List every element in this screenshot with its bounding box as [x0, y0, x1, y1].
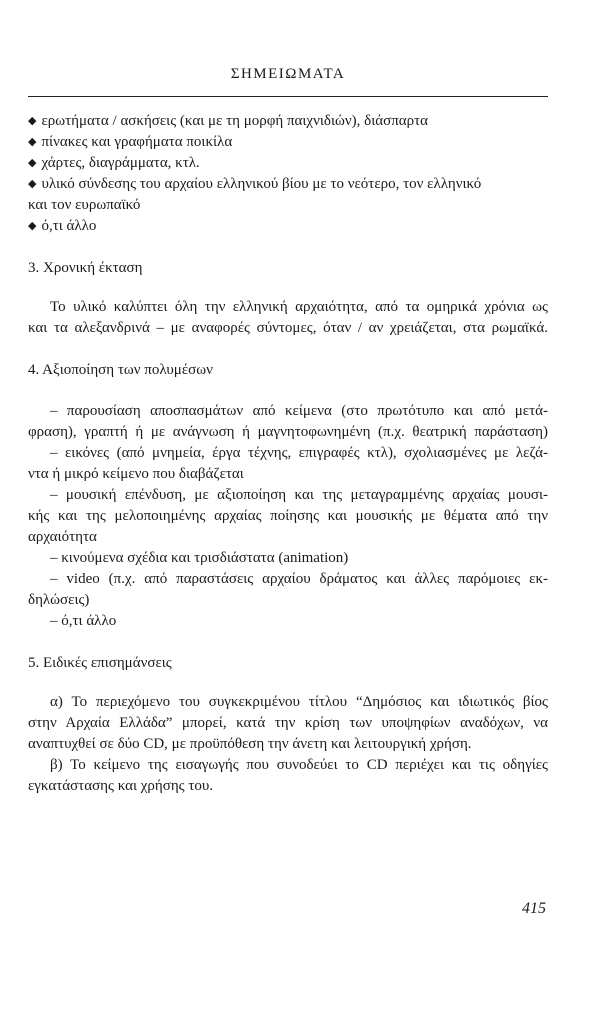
list-item: ◆ πίνακες και γραφήματα ποικίλα — [28, 132, 548, 153]
paragraph-line: φραση), γραπτή ή με ανάγνωση ή μαγνητοφωνημένη (π.χ. θεατρική παράσταση) — [28, 424, 548, 440]
paragraph-line: α) Το περιεχόμενο του συγκεκριμένου τίτλου “Δημόσιος και ιδιωτικός βίος — [50, 694, 548, 710]
diamond-bullet-icon: ◆ — [28, 157, 37, 169]
paragraph-line: κής και της μελοποιημένης αρχαίας ποίησης και μουσικής με θέματα από την — [28, 508, 548, 524]
paragraph-line: – μουσική επένδυση, με αξιοποίηση και της μεταγραμμένης αρχαίας μουσι- — [50, 487, 548, 503]
paragraph-line: – παρουσίαση αποσπασμάτων από κείμενα (στο πρωτότυπο και από μετά- — [50, 403, 548, 419]
paragraph-line: – εικόνες (από μνημεία, έργα τέχνης, επιγραφές κτλ), σχολιασμένες με λεζά- — [50, 445, 548, 461]
diamond-bullet-icon: ◆ — [28, 136, 37, 148]
diamond-bullet-icon: ◆ — [28, 220, 37, 232]
paragraph-line: αρχαιότητα — [28, 529, 97, 545]
header-rule — [28, 96, 548, 97]
list-item: ◆ ό,τι άλλο — [28, 216, 548, 237]
paragraph-line: – ό,τι άλλο — [50, 613, 117, 629]
paragraph-line: – κινούμενα σχέδια και τρισδιάστατα (animation) — [50, 550, 349, 566]
paragraph-line: στην Αρχαία Ελλάδα” μπορεί, κατά την κρίση των υποψηφίων αναδόχων, να — [28, 715, 548, 731]
list-item: ◆ ερωτήματα / ασκήσεις (και με τη μορφή παιχνιδιών), διάσπαρτα — [28, 111, 548, 132]
paragraph-line: – video (π.χ. από παραστάσεις αρχαίου δράματος και άλλες παρόμοιες εκ- — [50, 571, 548, 587]
section-heading: 3. Χρονική έκταση — [28, 260, 143, 276]
running-header: ΣΗΜΕΙΩΜΑΤΑ — [230, 66, 346, 82]
paragraph-line: Το υλικό καλύπτει όλη την ελληνική αρχαιότητα, από τα ομηρικά χρόνια ως — [50, 299, 548, 315]
paragraph-line: και τα αλεξανδρινά – με αναφορές σύντομες, όταν / αν χρειάζεται, στα ρωμαϊκά. — [28, 320, 548, 336]
paragraph-line: ντα ή μικρό κείμενο που διαβάζεται — [28, 466, 244, 482]
list-item: ◆ υλικό σύνδεσης του αρχαίου ελληνικού βίου με το νεότερο, τον ελληνικό — [28, 174, 548, 195]
page-number: 415 — [522, 900, 546, 917]
list-item-continuation: και τον ευρωπαϊκό — [28, 197, 141, 213]
paragraph-line: αναπτυχθεί σε δύο CD, με προϋπόθεση την άνετη και λειτουργική χρήση. — [28, 736, 472, 752]
list-item: ◆ χάρτες, διαγράμματα, κτλ. — [28, 153, 548, 174]
paragraph-line: δηλώσεις) — [28, 592, 90, 608]
diamond-bullet-icon: ◆ — [28, 178, 37, 190]
paragraph-line: β) Το κείμενο της εισαγωγής που συνοδεύει το CD περιέχει και τις οδηγίες — [50, 757, 548, 773]
diamond-bullet-icon: ◆ — [28, 115, 37, 127]
section-heading: 4. Αξιοποίηση των πολυμέσων — [28, 362, 213, 378]
paragraph-line: εγκατάστασης και χρήσης του. — [28, 778, 214, 794]
section-heading: 5. Ειδικές επισημάνσεις — [28, 655, 172, 671]
